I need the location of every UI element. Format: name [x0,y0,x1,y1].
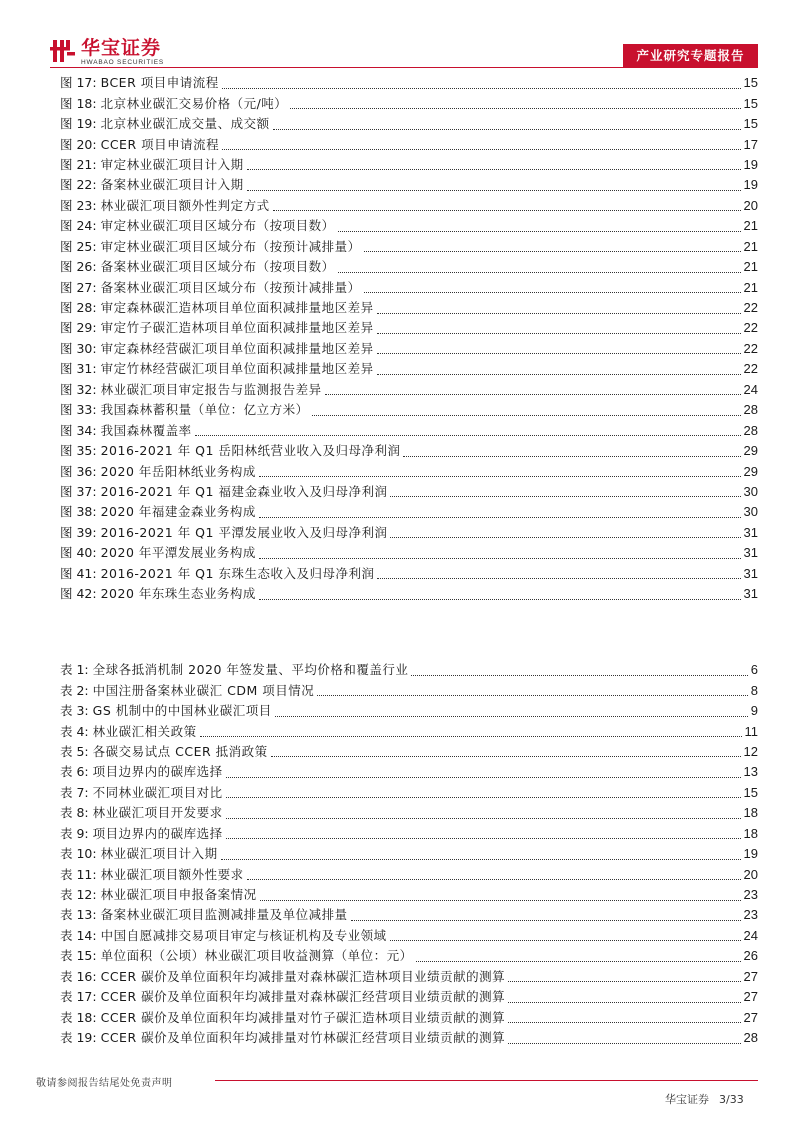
dot-leader [273,210,741,211]
dot-leader [403,456,740,457]
figure-entry-32[interactable] [60,380,758,400]
dot-leader [312,415,741,416]
table-title: 林业碳汇项目申报备案情况 [100,887,257,903]
table-number: 表 8: [60,805,89,821]
dot-leader [259,599,741,600]
dot-leader [325,394,741,395]
figure-number: 图 37: [60,483,97,499]
figure-number: 图 27: [60,279,97,295]
figure-title: 2020 年东珠生态业务构成 [100,586,256,602]
figure-page: 21 [743,218,758,234]
dot-leader [273,129,741,130]
figure-number: 图 36: [60,463,97,479]
table-page: 15 [743,784,758,800]
footer-divider [215,1080,758,1081]
figure-title: 备案林业碳汇项目区域分布（按项目数） [100,259,335,275]
table-title: CCER 碳价及单位面积年均减排量对竹子碳汇造林项目业绩贡献的测算 [100,1009,506,1025]
table-page: 28 [743,1030,758,1046]
dot-leader [275,716,748,717]
figure-title: 北京林业碳汇成交量、成交额 [100,116,270,132]
figure-number: 图 42: [60,586,97,602]
table-number: 表 6: [60,764,89,780]
figure-entry-17[interactable] [60,73,758,93]
dot-leader [377,578,740,579]
table-page: 18 [743,825,758,841]
figure-entry-42[interactable] [60,584,758,604]
table-number: 表 15: [60,948,97,964]
dot-leader [338,272,741,273]
figure-page: 19 [743,177,758,193]
figure-page: 29 [743,463,758,479]
figure-title: 审定森林经营碳汇项目单位面积减排量地区差异 [100,340,374,356]
table-page: 9 [750,703,758,719]
figure-title: 我国森林蓄积量（单位：亿立方米） [100,402,309,418]
dot-leader [317,695,748,696]
table-number: 表 4: [60,723,89,739]
figure-number: 图 19: [60,116,97,132]
table-page: 19 [743,846,758,862]
table-number: 表 17: [60,989,97,1005]
table-number: 表 16: [60,968,97,984]
table-title: 中国自愿减排交易项目审定与核证机构及专业领域 [100,927,387,943]
figure-title: 2020 年福建金森业务构成 [100,504,256,520]
dot-leader [247,169,741,170]
company-logo [50,38,164,68]
table-entry-13[interactable] [60,905,758,925]
table-number: 表 13: [60,907,97,923]
figure-number: 图 25: [60,238,97,254]
table-entry-6[interactable] [60,762,758,782]
table-number: 表 2: [60,682,89,698]
dot-leader [508,981,740,982]
table-title: 各碳交易试点 CCER 抵消政策 [92,743,268,759]
table-entry-10[interactable] [60,844,758,864]
table-entry-7[interactable] [60,783,758,803]
figure-entry-37[interactable] [60,482,758,502]
table-title: 林业碳汇项目计入期 [100,846,218,862]
dot-leader [247,190,741,191]
table-title: 林业碳汇项目开发要求 [92,805,223,821]
figure-title: 审定林业碳汇项目区域分布（按项目数） [100,218,335,234]
figure-page: 15 [743,95,758,111]
logo-english-name: HWABAO SECURITIES [81,59,165,66]
table-page: 11 [744,723,758,739]
figure-page: 21 [743,259,758,275]
table-title: GS 机制中的中国林业碳汇项目 [92,703,272,719]
table-number: 表 7: [60,784,89,800]
figure-title: 2020 年岳阳林纸业务构成 [100,463,256,479]
dot-leader [195,435,741,436]
figure-number: 图 29: [60,320,97,336]
table-entry-2[interactable] [60,680,758,700]
dot-leader [221,859,741,860]
page-header [0,0,793,80]
figure-page: 22 [743,361,758,377]
dot-leader [377,353,741,354]
footer-disclaimer: 敬请参阅报告结尾处免责声明 [36,1078,173,1089]
table-entry-4[interactable] [60,721,758,741]
dot-leader [226,818,741,819]
dot-leader [364,292,741,293]
figure-page: 22 [743,340,758,356]
table-page: 13 [743,764,758,780]
figure-page: 15 [743,75,758,91]
dot-leader [416,961,741,962]
figure-number: 图 28: [60,300,97,316]
figure-entry-41[interactable] [60,564,758,584]
dot-leader [290,108,740,109]
dot-leader [226,797,741,798]
figure-number: 图 23: [60,197,97,213]
figure-title: 备案林业碳汇项目计入期 [100,177,244,193]
table-number: 表 10: [60,846,97,862]
figure-title: 备案林业碳汇项目区域分布（按预计减排量） [100,279,361,295]
table-entry-19[interactable] [60,1028,758,1048]
dot-leader [226,777,741,778]
dot-leader [377,333,741,334]
figure-page: 17 [743,136,758,152]
figure-number: 图 38: [60,504,97,520]
figure-number: 图 35: [60,443,97,459]
figure-title: BCER 项目申请流程 [100,75,219,91]
dot-leader [222,88,741,89]
table-page: 20 [743,866,758,882]
report-type-badge: 产业研究专题报告 [623,44,758,68]
table-page: 23 [743,887,758,903]
table-title: CCER 碳价及单位面积年均减排量对竹林碳汇经营项目业绩贡献的测算 [100,1030,506,1046]
figure-page: 28 [743,402,758,418]
table-title: 不同林业碳汇项目对比 [92,784,223,800]
figure-entry-38[interactable] [60,502,758,522]
table-title: 中国注册备案林业碳汇 CDM 项目情况 [92,682,315,698]
dot-leader [364,251,741,252]
figure-number: 图 33: [60,402,97,418]
footer-company: 华宝证券 [665,1093,709,1106]
table-page: 18 [743,805,758,821]
figure-number: 图 17: [60,75,97,91]
figure-title: CCER 项目申请流程 [100,136,220,152]
dot-leader [377,313,741,314]
figure-entry-28[interactable] [60,298,758,318]
table-title: 全球各抵消机制 2020 年签发量、平均价格和覆盖行业 [92,662,409,678]
figure-page: 31 [743,586,758,602]
dot-leader [226,838,741,839]
dot-leader [271,756,741,757]
figure-page: 31 [743,545,758,561]
figure-title: 审定林业碳汇项目区域分布（按预计减排量） [100,238,361,254]
footer-info [665,1091,744,1107]
figure-title: 2016-2021 年 Q1 平潭发展业收入及归母净利润 [100,524,388,540]
figure-page: 22 [743,320,758,336]
figure-entry-26[interactable] [60,257,758,277]
hwabao-logo-icon [50,38,76,64]
table-page: 6 [750,662,758,678]
figure-page: 21 [743,238,758,254]
dot-leader [259,476,741,477]
figure-title: 2020 年平潭发展业务构成 [100,545,256,561]
figure-entry-20[interactable] [60,134,758,154]
table-title: 林业碳汇项目额外性要求 [100,866,244,882]
figure-entry-27[interactable] [60,277,758,297]
figure-entry-21[interactable] [60,155,758,175]
figure-number: 图 18: [60,95,97,111]
dot-leader [247,879,741,880]
table-list [60,660,758,1048]
table-page: 27 [743,968,758,984]
figure-number: 图 26: [60,259,97,275]
dot-leader [390,496,740,497]
figure-number: 图 40: [60,545,97,561]
table-entry-16[interactable] [60,967,758,987]
figure-number: 图 32: [60,381,97,397]
table-number: 表 14: [60,927,97,943]
figure-number: 图 34: [60,422,97,438]
figure-number: 图 20: [60,136,97,152]
figure-page: 30 [743,483,758,499]
figure-page: 24 [743,381,758,397]
table-page: 8 [750,682,758,698]
figure-page: 30 [743,504,758,520]
table-number: 表 19: [60,1030,97,1046]
figure-page: 31 [743,565,758,581]
table-number: 表 3: [60,703,89,719]
figure-number: 图 31: [60,361,97,377]
header-divider [50,67,623,68]
figure-number: 图 22: [60,177,97,193]
dot-leader [508,1002,740,1003]
figure-page: 22 [743,300,758,316]
table-number: 表 9: [60,825,89,841]
figure-page: 15 [743,116,758,132]
dot-leader [259,517,741,518]
figure-entry-31[interactable] [60,359,758,379]
table-entry-18[interactable] [60,1007,758,1027]
table-page: 26 [743,948,758,964]
table-title: 项目边界内的碳库选择 [92,764,223,780]
figure-entry-19[interactable] [60,114,758,134]
figure-title: 我国森林覆盖率 [100,422,192,438]
figure-page: 28 [743,422,758,438]
figure-entry-34[interactable] [60,420,758,440]
figure-page: 19 [743,156,758,172]
figure-entry-30[interactable] [60,339,758,359]
table-number: 表 5: [60,743,89,759]
figure-entry-29[interactable] [60,318,758,338]
figure-title: 林业碳汇项目审定报告与监测报告差异 [100,381,322,397]
table-page: 23 [743,907,758,923]
dot-leader [508,1043,740,1044]
figure-title: 2016-2021 年 Q1 岳阳林纸营业收入及归母净利润 [100,443,401,459]
table-entry-8[interactable] [60,803,758,823]
figure-number: 图 41: [60,565,97,581]
table-entry-12[interactable] [60,885,758,905]
figure-title: 林业碳汇项目额外性判定方式 [100,197,270,213]
table-entry-15[interactable] [60,946,758,966]
dot-leader [259,558,741,559]
dot-leader [200,736,742,737]
figure-title: 审定森林碳汇造林项目单位面积减排量地区差异 [100,300,374,316]
dot-leader [377,374,741,375]
figure-list [60,73,758,604]
table-title: 项目边界内的碳库选择 [92,825,223,841]
figure-entry-36[interactable] [60,461,758,481]
table-number: 表 12: [60,887,97,903]
figure-page: 31 [743,524,758,540]
figure-number: 图 39: [60,524,97,540]
figure-title: 2016-2021 年 Q1 福建金森业收入及归母净利润 [100,483,388,499]
figure-title: 审定林业碳汇项目计入期 [100,156,244,172]
table-title: 备案林业碳汇项目监测减排量及单位减排量 [100,907,348,923]
table-page: 24 [743,927,758,943]
figure-page: 21 [743,279,758,295]
figure-entry-39[interactable] [60,523,758,543]
figure-number: 图 21: [60,156,97,172]
dot-leader [390,940,741,941]
table-entry-9[interactable] [60,824,758,844]
dot-leader [390,537,740,538]
table-number: 表 1: [60,662,89,678]
table-entry-5[interactable] [60,742,758,762]
table-page: 27 [743,1009,758,1025]
table-title: 林业碳汇相关政策 [92,723,197,739]
dot-leader [338,231,741,232]
table-title: 单位面积（公顷）林业碳汇项目收益测算（单位：元） [100,948,413,964]
logo-chinese-name: 华宝证券 [81,37,162,59]
figure-entry-33[interactable] [60,400,758,420]
figure-entry-35[interactable] [60,441,758,461]
figure-page: 20 [743,197,758,213]
dot-leader [222,149,740,150]
table-entry-17[interactable] [60,987,758,1007]
figure-title: 审定竹子碳汇造林项目单位面积减排量地区差异 [100,320,374,336]
table-title: CCER 碳价及单位面积年均减排量对森林碳汇造林项目业绩贡献的测算 [100,968,506,984]
table-entry-14[interactable] [60,926,758,946]
table-entry-1[interactable] [60,660,758,680]
figure-entry-23[interactable] [60,196,758,216]
figure-entry-22[interactable] [60,175,758,195]
figure-number: 图 24: [60,218,97,234]
table-number: 表 11: [60,866,97,882]
table-number: 表 18: [60,1009,97,1025]
dot-leader [351,920,741,921]
dot-leader [508,1022,740,1023]
figure-title: 审定竹林经营碳汇项目单位面积减排量地区差异 [100,361,374,377]
figure-page: 29 [743,443,758,459]
figure-entry-25[interactable] [60,237,758,257]
table-entry-3[interactable] [60,701,758,721]
figure-entry-40[interactable] [60,543,758,563]
footer-page-number: 3/33 [719,1093,744,1106]
dot-leader [260,900,741,901]
figure-title: 北京林业碳汇交易价格（元/吨） [100,95,288,111]
dot-leader [411,675,747,676]
figure-title: 2016-2021 年 Q1 东珠生态收入及归母净利润 [100,565,375,581]
figure-entry-24[interactable] [60,216,758,236]
table-page: 27 [743,989,758,1005]
table-entry-11[interactable] [60,864,758,884]
table-page: 12 [743,743,758,759]
figure-entry-18[interactable] [60,93,758,113]
figure-number: 图 30: [60,340,97,356]
table-title: CCER 碳价及单位面积年均减排量对森林碳汇经营项目业绩贡献的测算 [100,989,506,1005]
